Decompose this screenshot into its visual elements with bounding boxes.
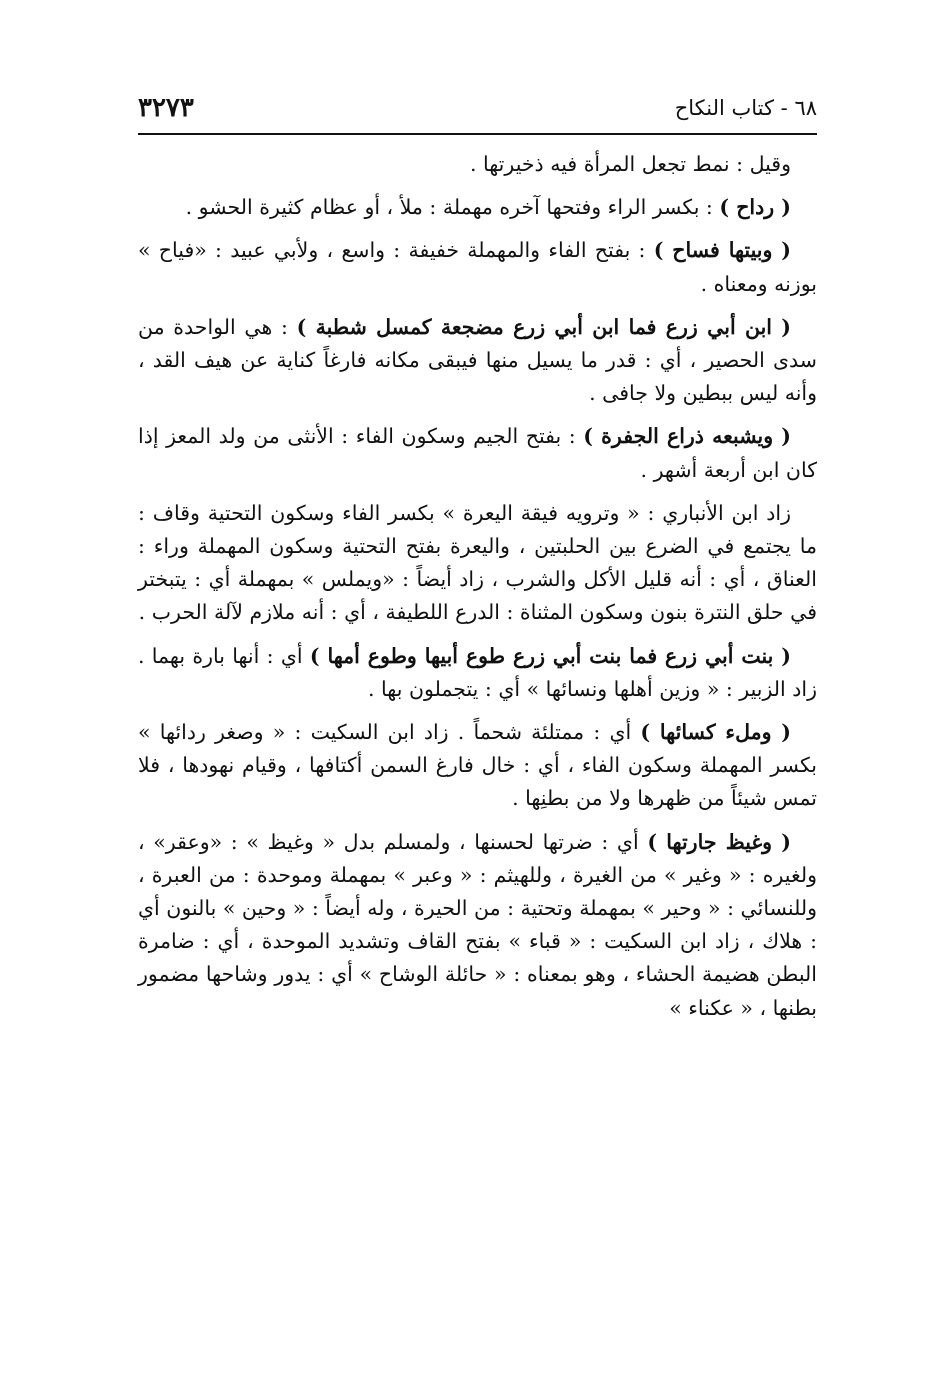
paragraph-text: زاد ابن الأنباري : « وترويه فيقة اليعرة » بكسر الفاء وسكون التحتية وقاف : ما يجتمع في الضرع بين الحلبتين ، واليعرة بفتح التحتية وسكون المهملة وراء : العناق ، أي : أنه قليل الأكل والشرب ، زاد أيضاً : «ويملس » بمهملة أي : يتبختر في حلق النترة بنون وسكون المثناة : الدرع اللطيفة ، أي : أنه ملازم لآلة الحرب .	[138, 500, 817, 625]
header-rule	[138, 133, 817, 135]
paragraph-head: ( ابن أبي زرع فما ابن أبي زرع مضجعة كمسل شطبة )	[296, 314, 791, 339]
page-number: ٣٢٧٣	[138, 93, 194, 123]
paragraph-head: ( وغيظ جارتها )	[647, 829, 792, 854]
page-body	[138, 148, 817, 1035]
paragraph	[138, 420, 817, 486]
paragraph	[138, 640, 817, 706]
paragraph-text: أي : ضرتها لحسنها ، ولمسلم بدل « وغيظ » : «وعقر» ، ولغيره : « وغير » من الغيرة ، وللهيثم : « وعبر » بمهملة وموحدة : من العبرة ، وللنسائي : « وحير » بمهملة وتحتية : من الحيرة ، وله أيضاً : « وحين » بالنون أي : هلاك ، زاد ابن السكيت : « قباء » بفتح القاف وتشديد الموحدة ، أي : ضامرة البطن هضيمة الحشاء ، وهو بمعناه : « حائلة الوشاح » أي : يدور وشاحها مضمور بطنها ، « عكناء »	[138, 829, 817, 1020]
paragraph-text: وقيل : نمط تجعل المرأة فيه ذخيرتها .	[469, 152, 791, 176]
paragraph-head: ( وملء كسائها )	[640, 720, 791, 745]
paragraph-text: : هي الواحدة من سدى الحصير ، أي : قدر ما يسيل منها فيبقى مكانه فارغاً كناية عن هيف القد ، وأنه ليس ببطين ولا جافى .	[138, 314, 817, 406]
paragraph-text: أي : أنها بارة بهما . زاد الزبير : « وزين أهلها ونسائها » أي : يتجملون بها .	[138, 643, 817, 701]
paragraph-head: ( وبيتها فساح )	[653, 238, 791, 263]
paragraph-text: : بكسر الراء وفتحها آخره مهملة : ملأ ، أو عظام كثيرة الحشو .	[185, 195, 720, 220]
paragraph	[138, 716, 817, 816]
page-header	[138, 88, 817, 128]
paragraph	[138, 148, 817, 181]
paragraph	[138, 234, 817, 300]
paragraph	[138, 497, 817, 630]
paragraph-text: : بفتح الفاء والمهملة خفيفة : واسع ، ولأبي عبيد : «فياح » بوزنه ومعناه .	[138, 238, 817, 296]
paragraph-head: ( بنت أبي زرع فما بنت أبي زرع طوع أبيها وطوع أمها )	[309, 643, 792, 668]
paragraph-head: ( رداح )	[719, 195, 791, 220]
chapter-title: ٦٨ - كتاب النكاح	[674, 96, 817, 120]
paragraph	[138, 826, 817, 1025]
paragraph-text: : بفتح الجيم وسكون الفاء : الأنثى من ولد المعز إذا كان ابن أربعة أشهر .	[138, 424, 817, 482]
paragraph-head: ( ويشبعه ذراع الجفرة )	[583, 424, 791, 449]
paragraph-text: أي : ممتلئة شحماً . زاد ابن السكيت : « وصغر ردائها » بكسر المهملة وسكون الفاء ، أي : خال فارغ السمن أكتافها ، وقيام نهودها ، فلا تمس شيئاً من ظهرها ولا من بطنِها .	[138, 720, 817, 811]
paragraph	[138, 311, 817, 411]
paragraph	[138, 191, 817, 224]
